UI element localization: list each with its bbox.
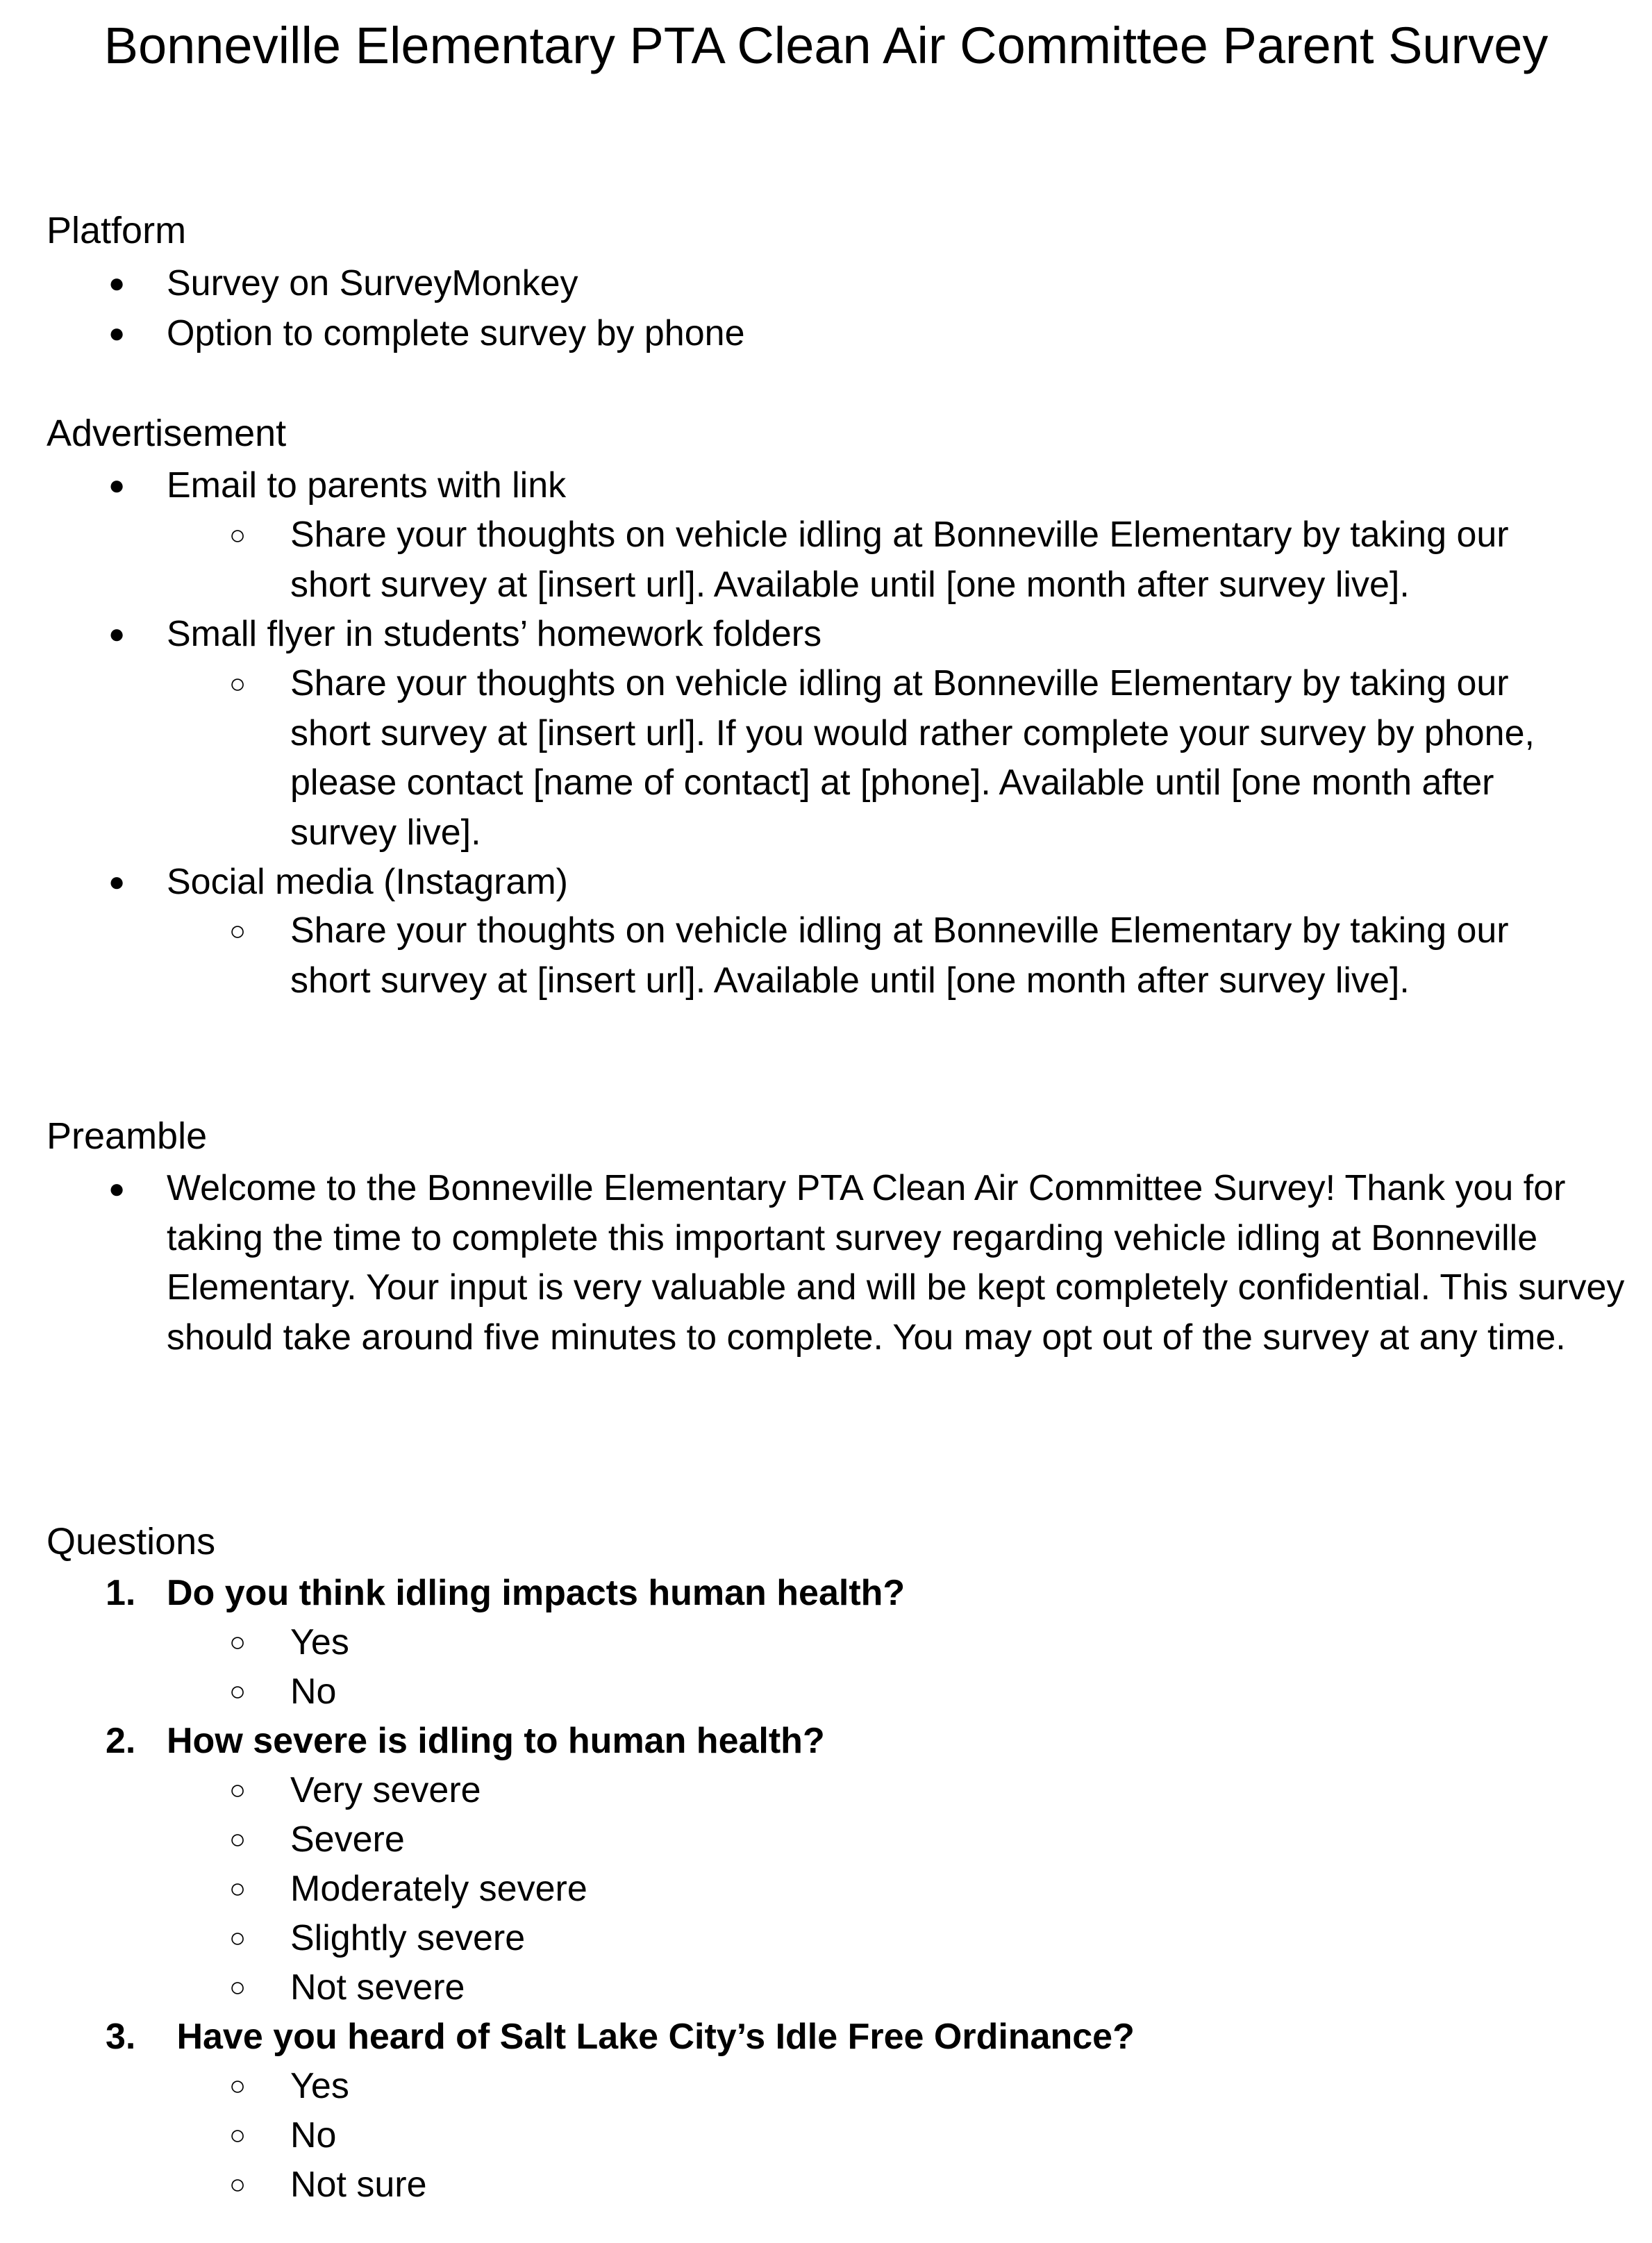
document-title: Bonneville Elementary PTA Clean Air Committee Parent Survey <box>103 17 1549 74</box>
option-moderately-severe: ○ Moderately severe <box>290 1864 587 1914</box>
option-yes: ○ Yes <box>290 1617 349 1667</box>
question-2 <box>106 1716 825 1766</box>
option-no: ○ No <box>290 2110 336 2160</box>
sub-bullet-marker: ○ <box>229 2071 247 2101</box>
advertisement-email-text: Share your thoughts on vehicle idling at Bonneville Elementary by taking our short survey at [insert url]. Available until [one month after survey live]. <box>290 515 1509 605</box>
option-severe: ○ Severe <box>290 1815 405 1865</box>
option-slightly-severe: ○ Slightly severe <box>290 1913 525 1963</box>
question-1 <box>106 1568 906 1618</box>
platform-heading: Platform <box>47 210 187 251</box>
bullet-marker: ● <box>108 1174 126 1204</box>
question-number: 2. <box>106 1721 136 1761</box>
option-not-severe: ○ Not severe <box>290 1962 465 2012</box>
advertisement-item-social: ● Social media (Instagram) <box>167 857 568 907</box>
option-very-severe: ○ Very severe <box>290 1765 481 1815</box>
question-number: 1. <box>106 1573 136 1613</box>
advertisement-heading: Advertisement <box>47 412 287 454</box>
bullet-marker: ● <box>108 470 126 501</box>
sub-bullet-marker: ○ <box>229 1874 247 1904</box>
advertisement-social-text: Share your thoughts on vehicle idling at Bonneville Elementary by taking our short survey at [insert url]. Available until [one month after survey live]. <box>290 910 1509 1001</box>
sub-bullet-marker: ○ <box>229 916 247 947</box>
questions-heading: Questions <box>47 1521 216 1562</box>
option-not-sure: ○ Not sure <box>290 2160 427 2210</box>
sub-bullet-marker: ○ <box>229 1627 247 1658</box>
preamble-heading: Preamble <box>47 1115 208 1157</box>
sub-bullet-marker: ○ <box>229 2169 247 2200</box>
sub-bullet-marker: ○ <box>229 1676 247 1707</box>
advertisement-item-email: ● Email to parents with link <box>167 460 566 510</box>
advertisement-item-flyer: ● Small flyer in students’ homework folders <box>167 609 821 659</box>
platform-item: ● Option to complete survey by phone <box>167 308 744 358</box>
sub-bullet-marker: ○ <box>229 1824 247 1855</box>
bullet-marker: ● <box>108 619 126 649</box>
bullet-marker: ● <box>108 867 126 897</box>
bullet-marker: ● <box>108 268 126 299</box>
question-text: Have you heard of Salt Lake City’s Idle Free Ordinance? <box>167 2017 1135 2057</box>
bullet-marker: ● <box>108 318 126 349</box>
sub-bullet-marker: ○ <box>229 1775 247 1806</box>
option-no: ○ No <box>290 1667 336 1717</box>
question-text: Do you think idling impacts human health? <box>167 1573 906 1613</box>
preamble-text: Welcome to the Bonneville Elementary PTA Clean Air Committee Survey! Thank you for taking the time to complete this important survey regarding vehicle idling at Bonneville Elementary. Your input is very valuable and will be kept completely confidential. This survey should take around five minutes to complete. You may opt out of the survey at any time. <box>167 1168 1625 1358</box>
sub-bullet-marker: ○ <box>229 1923 247 1953</box>
sub-bullet-marker: ○ <box>229 1972 247 2003</box>
question-text: How severe is idling to human health? <box>167 1721 825 1761</box>
platform-item: ● Survey on SurveyMonkey <box>167 258 578 308</box>
question-number: 3. <box>106 2017 136 2057</box>
advertisement-flyer-text: Share your thoughts on vehicle idling at Bonneville Elementary by taking our short survey at [insert url]. If you would rather complete your survey by phone, please contact [name of contact] at [phone]. Available until [one month after survey live]. <box>290 663 1535 853</box>
sub-bullet-marker: ○ <box>229 2120 247 2151</box>
sub-bullet-marker: ○ <box>229 669 247 699</box>
question-3 <box>106 2012 1135 2062</box>
option-yes: ○ Yes <box>290 2061 349 2111</box>
sub-bullet-marker: ○ <box>229 520 247 551</box>
